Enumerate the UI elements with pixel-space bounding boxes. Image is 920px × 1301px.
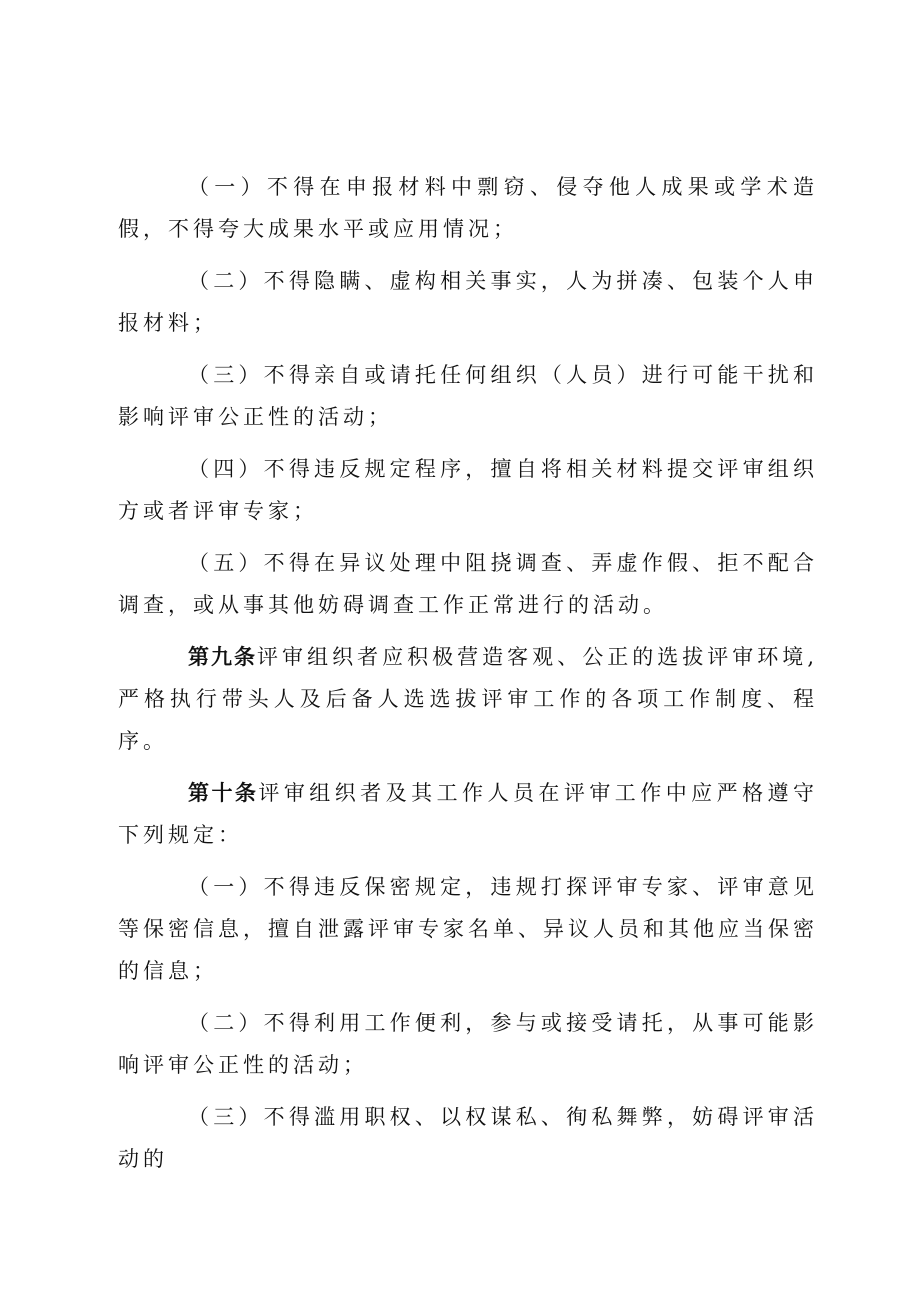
paragraph-10 — [118, 1096, 818, 1180]
paragraph-5 — [118, 542, 818, 626]
document-body — [118, 166, 818, 1190]
article-9-text: 评审组织者应积极营造客观、公正的选拔评审环境,严格执行带头人及后备人选选拔评审工作的各项工作制度、程序。 — [118, 645, 818, 753]
paragraph-1 — [118, 166, 818, 250]
paragraph-5-text: （五）不得在异议处理中阻挠调查、弄虚作假、拒不配合调查，或从事其他妨碍调查工作正常进行的活动。 — [118, 551, 818, 617]
paragraph-2-text: （二）不得隐瞒、虚构相关事实，人为拼凑、包装个人申报材料； — [118, 269, 818, 335]
article-9 — [118, 636, 818, 762]
paragraph-4 — [118, 448, 818, 532]
paragraph-8-text: （一）不得违反保密规定，违规打探评审专家、评审意见等保密信息，擅自泄露评审专家名单、异议人员和其他应当保密的信息； — [118, 875, 818, 983]
article-10-heading: 第十条 — [188, 781, 259, 805]
paragraph-3 — [118, 354, 818, 438]
article-10 — [118, 772, 818, 856]
paragraph-2 — [118, 260, 818, 344]
paragraph-9-text: （二）不得利用工作便利，参与或接受请托，从事可能影响评审公正性的活动； — [118, 1011, 818, 1077]
paragraph-9 — [118, 1002, 818, 1086]
paragraph-8 — [118, 866, 818, 992]
article-10-text: 评审组织者及其工作人员在评审工作中应严格遵守下列规定： — [118, 781, 818, 847]
article-9-heading: 第九条 — [188, 645, 258, 669]
paragraph-4-text: （四）不得违反规定程序，擅自将相关材料提交评审组织方或者评审专家； — [118, 457, 818, 523]
paragraph-1-text: （一）不得在申报材料中剽窃、侵夺他人成果或学术造假，不得夸大成果水平或应用情况； — [118, 175, 818, 241]
paragraph-3-text: （三）不得亲自或请托任何组织（人员）进行可能干扰和影响评审公正性的活动； — [118, 363, 818, 429]
paragraph-10-text: （三）不得滥用职权、以权谋私、徇私舞弊，妨碍评审活动的 — [118, 1105, 818, 1171]
